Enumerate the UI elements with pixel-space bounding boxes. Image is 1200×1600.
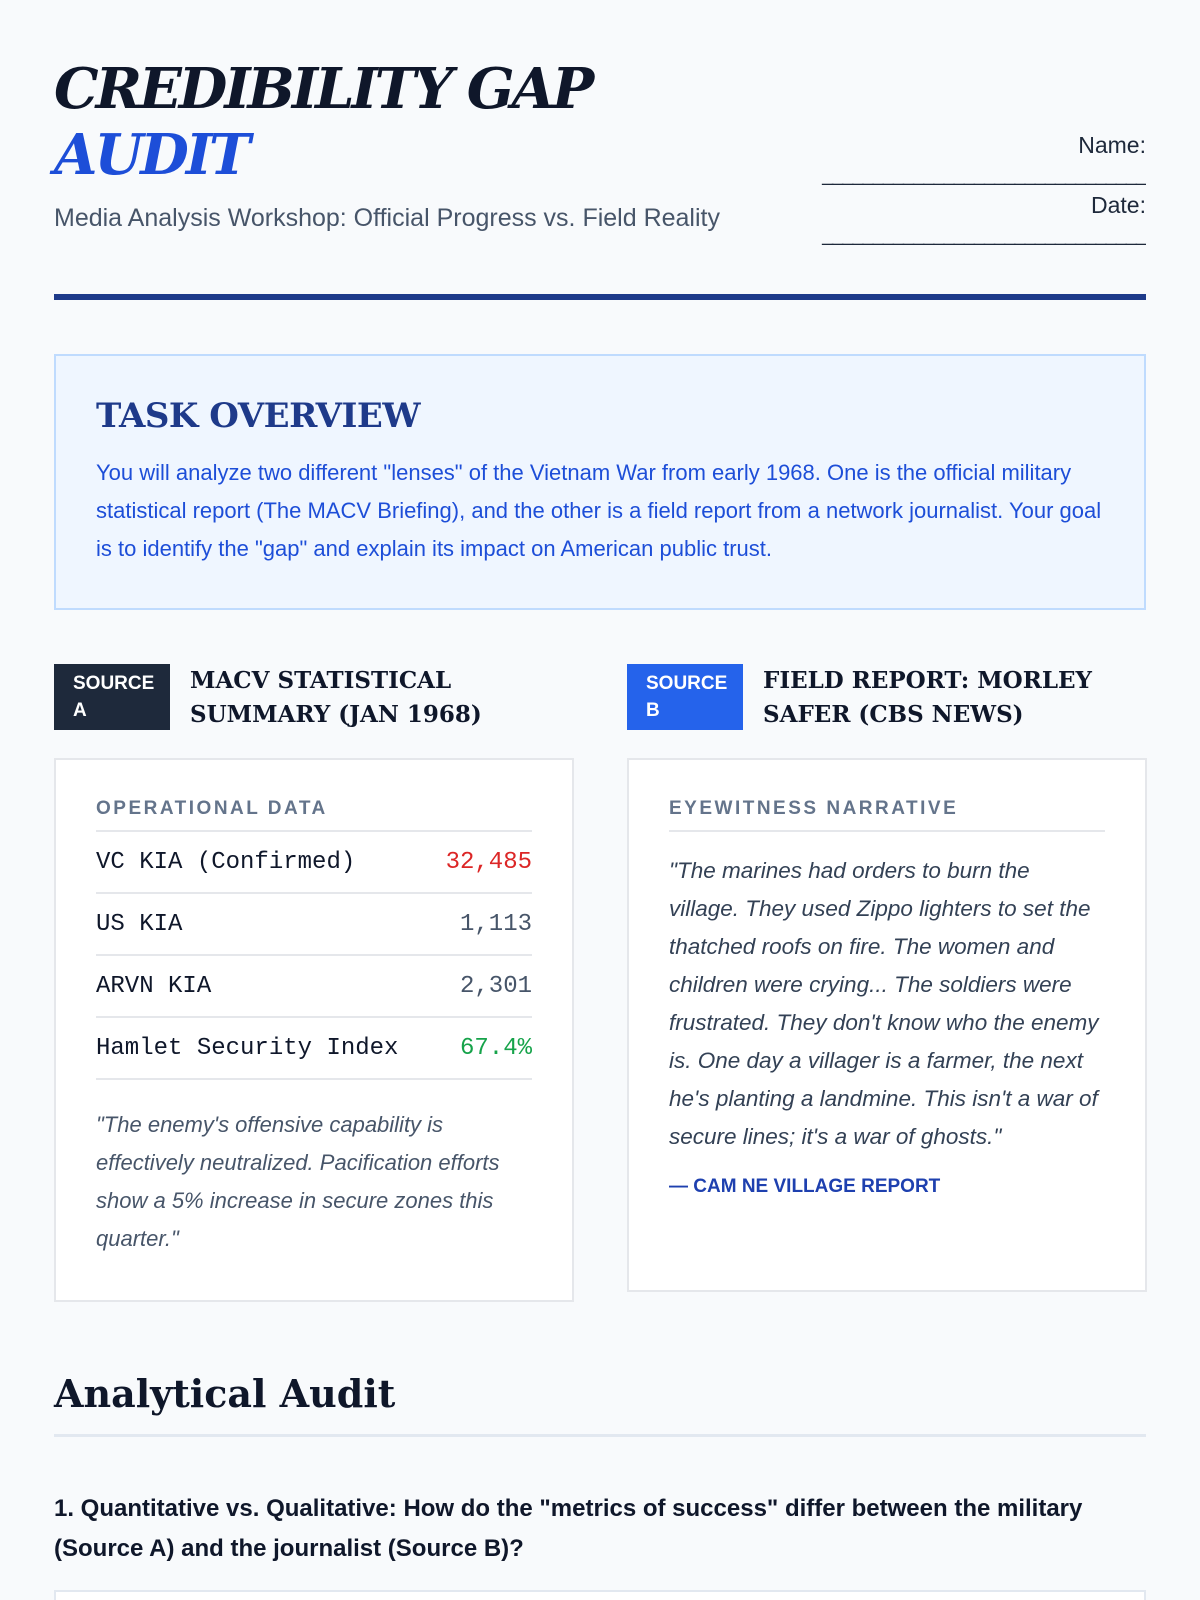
task-overview-box bbox=[54, 354, 1146, 610]
source-b-card bbox=[627, 758, 1147, 1292]
operational-data-label: OPERATIONAL DATA bbox=[96, 798, 532, 832]
data-row-vc-kia bbox=[96, 832, 532, 894]
name-field-line[interactable]: ________________________________ bbox=[822, 164, 1146, 186]
data-row-arvn-kia bbox=[96, 956, 532, 1018]
audit-divider bbox=[54, 1434, 1146, 1437]
student-meta bbox=[746, 130, 1146, 250]
source-a-tag: SOURCE A bbox=[54, 664, 170, 730]
data-row-value: 1,113 bbox=[459, 910, 532, 938]
data-row-label: Hamlet Security Index bbox=[96, 1034, 399, 1062]
page-title-line2: AUDIT bbox=[54, 122, 248, 188]
date-field-line[interactable]: ________________________________ bbox=[822, 224, 1146, 246]
data-row-label: ARVN KIA bbox=[96, 972, 212, 1000]
source-a-title: MACV STATISTICAL SUMMARY (JAN 1968) bbox=[190, 667, 482, 728]
title-block bbox=[54, 56, 734, 238]
macv-quote: "The enemy's offensive capability is effectively neutralized. Pacification efforts show a 5% increase in secure zones this quarter." bbox=[96, 1112, 500, 1251]
report-attribution: — CAM NE VILLAGE REPORT bbox=[669, 1176, 941, 1197]
header-divider bbox=[54, 294, 1146, 300]
data-row-label: US KIA bbox=[96, 910, 183, 938]
analytical-audit-heading: Analytical Audit bbox=[54, 1371, 396, 1416]
source-b-tag: SOURCE B bbox=[627, 664, 743, 730]
page-title-line1: CREDIBILITY GAP bbox=[54, 56, 592, 122]
data-row-value: 2,301 bbox=[459, 972, 532, 1000]
source-a-card bbox=[54, 758, 574, 1302]
date-label: Date: bbox=[1091, 192, 1146, 218]
data-row-value: 67.4% bbox=[459, 1034, 532, 1062]
data-row-hamlet-security bbox=[96, 1018, 532, 1080]
source-b-header bbox=[627, 664, 1147, 758]
question-1: 1. Quantitative vs. Qualitative: How do the "metrics of success" differ between the military (Source A) and the journalist (Source B)? bbox=[54, 1495, 1083, 1562]
source-a-header bbox=[54, 664, 574, 758]
name-label: Name: bbox=[1078, 132, 1146, 158]
source-a-column bbox=[54, 664, 574, 1251]
data-row-value: 32,485 bbox=[445, 848, 532, 876]
eyewitness-narrative-label: EYEWITNESS NARRATIVE bbox=[669, 798, 1105, 832]
header bbox=[54, 56, 1146, 301]
source-b-column bbox=[627, 664, 1147, 1197]
task-overview-body: You will analyze two different "lenses" of the Vietnam War from early 1968. One is the official military statistical report (The MACV Briefing), and the other is a field report from a network journalist. Your goal is to identify the "gap" and explain its impact on American public trust. bbox=[96, 460, 1102, 561]
answer-box-1[interactable] bbox=[54, 1590, 1146, 1600]
field-report-narrative: "The marines had orders to burn the village. They used Zippo lighters to set the thatched roofs on fire. The women and children were crying... The soldiers were frustrated. They don't know who the enemy is. One day a villager is a farmer, the next he's planting a landmine. This isn't a war of secure lines; it's a war of ghosts." bbox=[669, 858, 1099, 1149]
source-b-title: FIELD REPORT: MORLEY SAFER (CBS NEWS) bbox=[763, 667, 1092, 728]
data-row-label: VC KIA (Confirmed) bbox=[96, 848, 356, 876]
data-row-us-kia bbox=[96, 894, 532, 956]
task-overview-heading: TASK OVERVIEW bbox=[96, 396, 421, 436]
page-subtitle: Media Analysis Workshop: Official Progress vs. Field Reality bbox=[54, 204, 720, 232]
